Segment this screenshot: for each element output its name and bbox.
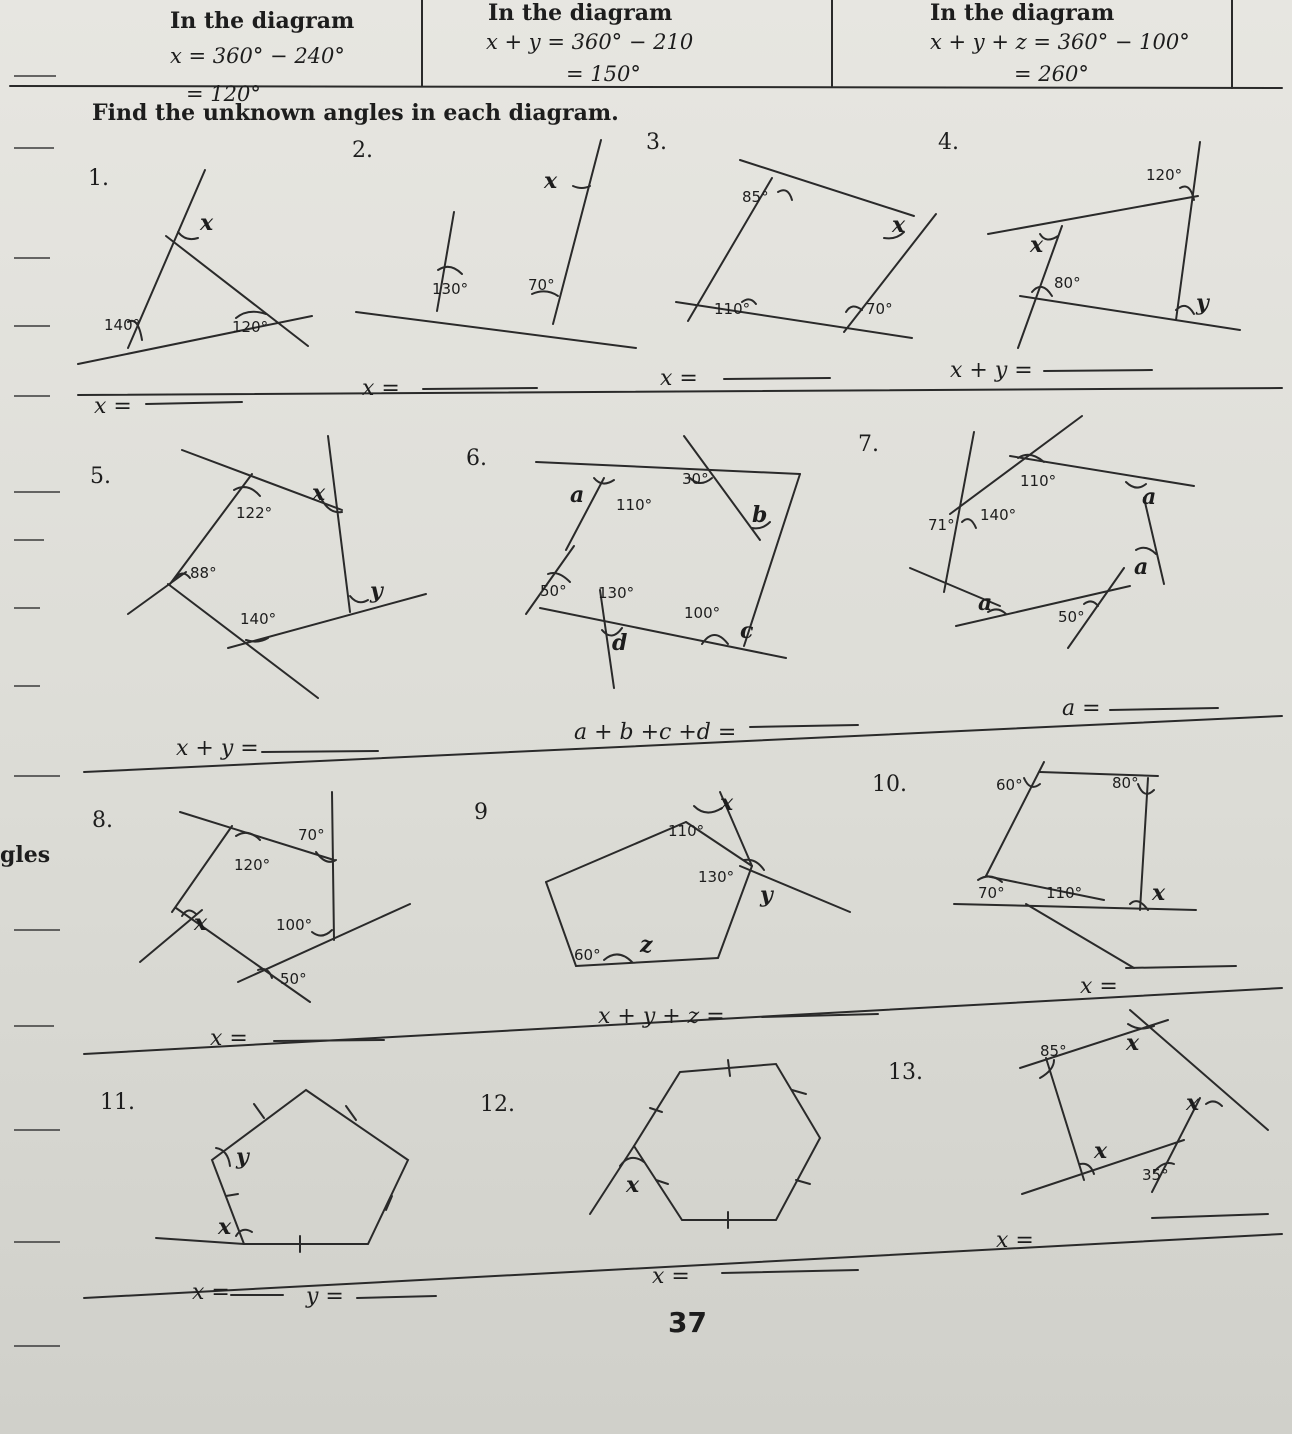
p10-angle-110: 110°: [1046, 884, 1083, 902]
problem-11-number: 11.: [100, 1090, 135, 1115]
p13-angle-x-top: x: [1126, 1030, 1140, 1056]
problem-1-answer: x =: [94, 394, 132, 419]
p6-angle-30: 30°: [682, 470, 709, 488]
p6-angle-a: a: [570, 482, 585, 508]
problem-13-number: 13.: [888, 1060, 923, 1085]
example-1-line1: x = 360° − 240°: [170, 44, 345, 68]
example-2-heading: In the diagram: [488, 0, 673, 26]
problem-9-number: 9: [474, 800, 488, 825]
p10-angle-60: 60°: [996, 776, 1023, 794]
p6-angle-130: 130°: [598, 584, 635, 602]
problem-7-answer: a =: [1062, 696, 1101, 721]
p7-angle-a-top: a: [1142, 484, 1157, 510]
p7-angle-50: 50°: [1058, 608, 1085, 626]
problem-4-answer: x + y =: [950, 358, 1033, 383]
p7-angle-71: 71°: [928, 516, 955, 534]
p13-angle-35: 35°: [1142, 1166, 1169, 1184]
p9-angle-z: z: [640, 932, 653, 958]
problem-13-answer: x =: [996, 1228, 1034, 1253]
p5-angle-y: y: [370, 578, 383, 604]
p10-angle-x: x: [1152, 880, 1166, 906]
p12-angle-x: x: [626, 1172, 640, 1198]
p4-angle-120: 120°: [1146, 166, 1183, 184]
p5-angle-88: 88°: [190, 564, 217, 582]
p7-angle-140: 140°: [980, 506, 1017, 524]
example-1-line2: = 120°: [186, 82, 261, 106]
p8-angle-50: 50°: [280, 970, 307, 988]
example-3-line2: = 260°: [1014, 62, 1089, 86]
problem-12-number: 12.: [480, 1092, 515, 1117]
p6-angle-100: 100°: [684, 604, 721, 622]
problem-10-answer: x =: [1080, 974, 1118, 999]
p4-angle-y: y: [1196, 290, 1209, 316]
p6-angle-d: d: [612, 630, 628, 656]
p2-angle-130: 130°: [432, 280, 469, 298]
p9-angle-60: 60°: [574, 946, 601, 964]
p10-angle-70: 70°: [978, 884, 1005, 902]
example-3-line1: x + y + z = 360° − 100°: [930, 30, 1190, 54]
example-1-heading: In the diagram: [170, 8, 355, 34]
p8-angle-120: 120°: [234, 856, 271, 874]
p10-angle-80: 80°: [1112, 774, 1139, 792]
p4-angle-x: x: [1030, 232, 1044, 258]
problem-8-answer: x =: [210, 1026, 248, 1051]
p8-angle-100: 100°: [276, 916, 313, 934]
problem-8-number: 8.: [92, 808, 113, 833]
p5-angle-140: 140°: [240, 610, 277, 628]
problem-2-answer: x =: [362, 376, 400, 401]
problem-1-number: 1.: [88, 166, 109, 191]
p3-angle-70: 70°: [866, 300, 893, 318]
problem-12-answer: x =: [652, 1264, 690, 1289]
problem-6-number: 6.: [466, 446, 487, 471]
problem-6-answer: a + b +c +d =: [574, 720, 737, 745]
p7-angle-a-right: a: [1134, 554, 1149, 580]
p9-angle-y: y: [760, 882, 773, 908]
p6-angle-110: 110°: [616, 496, 653, 514]
p9-angle-130: 130°: [698, 868, 735, 886]
p3-angle-85: 85°: [742, 188, 769, 206]
p6-angle-50: 50°: [540, 582, 567, 600]
p9-angle-x: x: [720, 790, 734, 816]
p2-angle-70: 70°: [528, 276, 555, 294]
p6-angle-c: c: [740, 618, 754, 644]
p13-angle-x-bottom: x: [1094, 1138, 1108, 1164]
example-2-line1: x + y = 360° − 210: [486, 30, 694, 54]
problem-11-answer-y: y =: [306, 1284, 344, 1309]
problem-2-number: 2.: [352, 138, 373, 163]
p1-angle-120: 120°: [232, 318, 269, 336]
p4-angle-80: 80°: [1054, 274, 1081, 292]
problem-4-number: 4.: [938, 130, 959, 155]
instruction: Find the unknown angles in each diagram.: [92, 100, 619, 126]
p5-angle-122: 122°: [236, 504, 273, 522]
problem-3-answer: x =: [660, 366, 698, 391]
p3-angle-110: 110°: [714, 300, 751, 318]
p1-angle-x: x: [200, 210, 214, 236]
p11-angle-x: x: [218, 1214, 232, 1240]
p5-angle-x: x: [312, 480, 326, 506]
p11-angle-y: y: [236, 1144, 249, 1170]
example-2-line2: = 150°: [566, 62, 641, 86]
p7-angle-a-left: a: [978, 590, 993, 616]
problem-11-answer-x: x =: [192, 1280, 230, 1305]
p13-angle-85: 85°: [1040, 1042, 1067, 1060]
p7-angle-110: 110°: [1020, 472, 1057, 490]
p9-angle-110: 110°: [668, 822, 705, 840]
example-3-heading: In the diagram: [930, 0, 1115, 26]
problem-5-answer: x + y =: [176, 736, 259, 761]
p1-angle-140: 140°: [104, 316, 141, 334]
margin-text: gles: [0, 842, 51, 868]
p8-angle-x: x: [194, 910, 208, 936]
p3-angle-x: x: [892, 212, 906, 238]
p2-angle-x: x: [544, 168, 558, 194]
problem-7-number: 7.: [858, 432, 879, 457]
problem-10-number: 10.: [872, 772, 907, 797]
problem-3-number: 3.: [646, 130, 667, 155]
p6-angle-b: b: [752, 502, 768, 528]
p8-angle-70: 70°: [298, 826, 325, 844]
problem-5-number: 5.: [90, 464, 111, 489]
p13-angle-x-right: x: [1186, 1090, 1200, 1116]
page-number: 37: [668, 1306, 707, 1339]
problem-9-answer: x + y + z =: [598, 1004, 725, 1029]
